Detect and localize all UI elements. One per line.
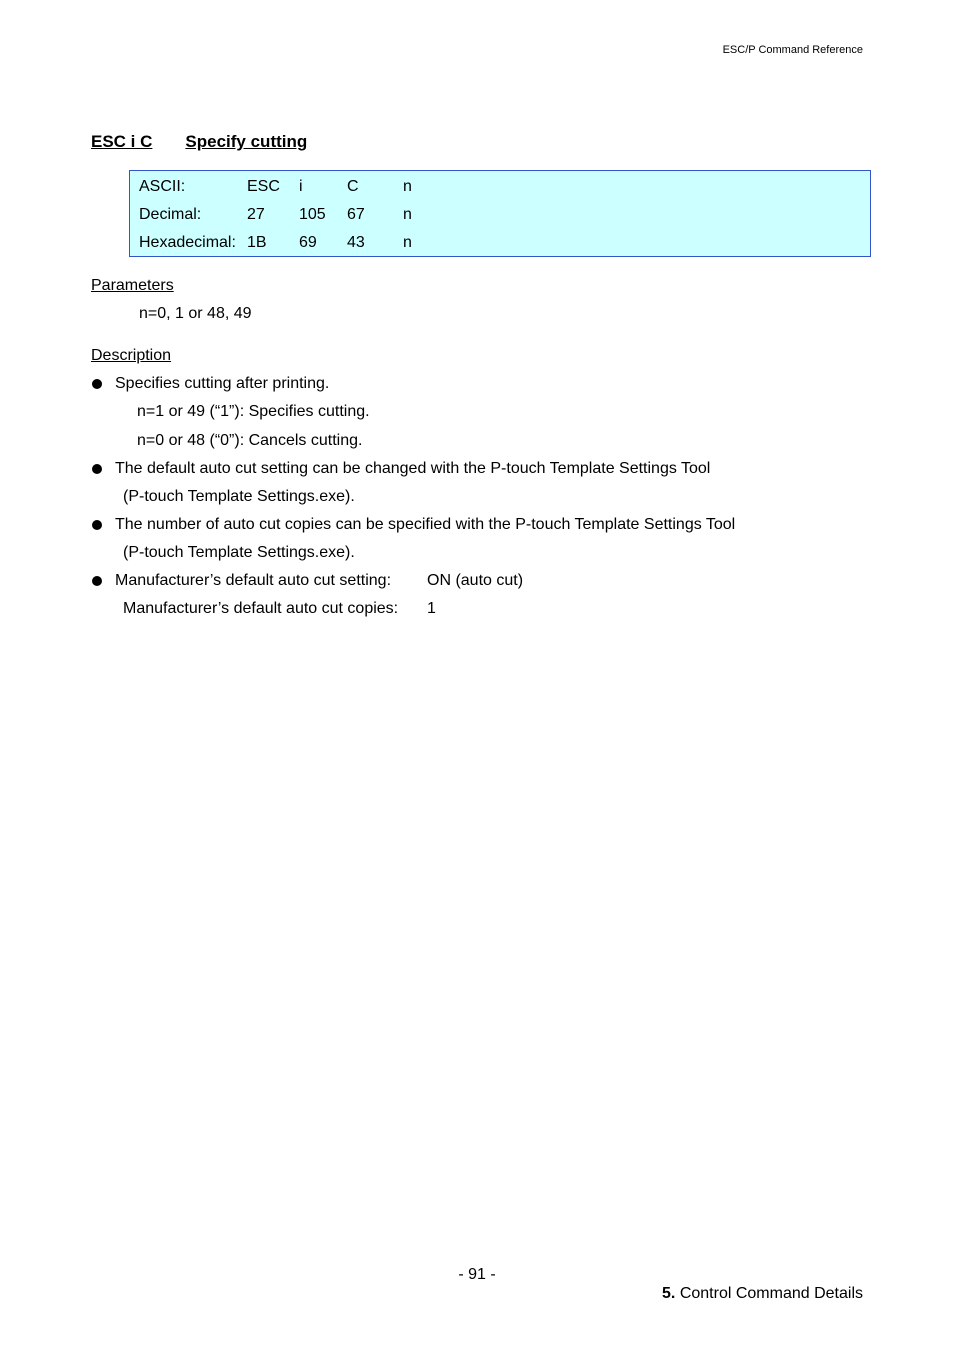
byte-3: C <box>347 178 359 195</box>
command-row-ascii <box>130 178 870 198</box>
parameters-heading: Parameters <box>91 277 174 294</box>
byte-2: 105 <box>299 206 326 223</box>
description-item-1-sub-1: n=1 or 49 (“1”): Specifies cutting. <box>137 403 370 420</box>
command-description: Specify cutting <box>185 132 308 151</box>
byte-2: i <box>299 178 303 195</box>
row-label: ASCII: <box>139 178 186 195</box>
byte-4: n <box>403 234 412 251</box>
description-item-3-continuation: (P-touch Template Settings.exe). <box>123 544 355 561</box>
header-reference: ESC/P Command Reference <box>722 44 863 56</box>
bullet-icon <box>92 520 102 530</box>
byte-1: ESC <box>247 178 280 195</box>
row-label: Decimal: <box>139 206 202 223</box>
byte-1: 1B <box>247 234 267 251</box>
command-table <box>129 170 871 257</box>
default-cut-setting-label: Manufacturer’s default auto cut setting: <box>115 572 392 589</box>
description-item-2: The default auto cut setting can be changed with the P-touch Template Settings Tool <box>115 460 711 477</box>
description-heading: Description <box>91 347 172 364</box>
section-title <box>91 132 307 152</box>
byte-1: 27 <box>247 206 265 223</box>
bullet-icon <box>92 464 102 474</box>
description-item-3: The number of auto cut copies can be specified with the P-touch Template Settings Tool <box>115 516 736 533</box>
default-cut-copies-label: Manufacturer’s default auto cut copies: <box>123 600 399 617</box>
parameters-text: n=0, 1 or 48, 49 <box>139 305 252 322</box>
bullet-icon <box>92 576 102 586</box>
bullet-icon <box>92 379 102 389</box>
command-row-decimal <box>130 206 870 226</box>
description-item-1: Specifies cutting after printing. <box>115 375 330 392</box>
byte-2: 69 <box>299 234 317 251</box>
chapter-number: 5. <box>662 1285 676 1302</box>
command-row-hexadecimal <box>130 234 870 254</box>
default-cut-copies-value: 1 <box>427 600 436 617</box>
byte-3: 67 <box>347 206 365 223</box>
command-name: ESC i C <box>91 132 153 151</box>
byte-4: n <box>403 178 412 195</box>
description-item-2-continuation: (P-touch Template Settings.exe). <box>123 488 355 505</box>
byte-3: 43 <box>347 234 365 251</box>
page-number: - 91 - <box>458 1266 496 1283</box>
chapter-title: Control Command Details <box>679 1285 863 1302</box>
description-item-1-sub-2: n=0 or 48 (“0”): Cancels cutting. <box>137 432 363 449</box>
default-cut-setting-value: ON (auto cut) <box>427 572 524 589</box>
row-label: Hexadecimal: <box>139 234 236 251</box>
chapter-footer <box>662 1285 863 1303</box>
byte-4: n <box>403 206 412 223</box>
